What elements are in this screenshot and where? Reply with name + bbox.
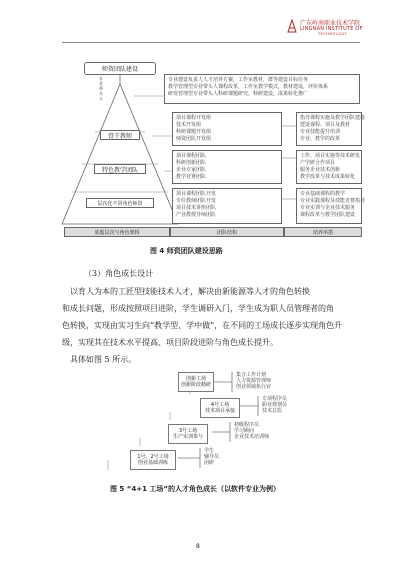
list-item: 学习顾问	[234, 428, 255, 434]
paragraph-line: 以育人为本的工匠型技能技术人才，解决由新能源等人才的角色转换	[70, 287, 310, 296]
fig4-row3-right	[296, 150, 362, 184]
list-item: 专业技能提升培训	[300, 129, 341, 135]
fig5-list-4	[262, 396, 287, 414]
fig4-row2-right	[296, 112, 366, 146]
logo-english-name: LINGNAN INSTITUTE OF	[300, 26, 363, 32]
fig4-row4-left	[172, 188, 282, 224]
list-item: 辅导员	[204, 454, 220, 460]
list-item: 项目课程开发组	[176, 115, 212, 121]
step-subtitle: 创业基础训练	[137, 460, 168, 466]
list-item: 课程改革与教学团队建设	[300, 212, 356, 218]
step-title: 4号工场	[210, 402, 230, 408]
fig4-top-item: 专业建设负责人人才培养方案，工作室教材，群等建设目标任务	[168, 77, 309, 83]
fig4-top-title: 师资团队建设	[84, 62, 156, 75]
list-item: 建设课程、项目及教材	[300, 122, 351, 128]
school-logo	[300, 18, 390, 40]
list-item: 项目课程团队开发	[176, 191, 217, 197]
step-title: 3号工场	[178, 428, 198, 434]
section-heading: （3）角色成长设计	[84, 269, 154, 278]
fig4-level-roles: 层次化不同角色师资	[86, 198, 154, 208]
fig4-top-item: 研发管理型专业带头人科研课题研究，科研建设，成果转化推广	[168, 91, 309, 97]
fig5-list-1-2	[204, 448, 219, 466]
fig4-row2-left	[172, 112, 282, 146]
list-item: 初级程序员	[234, 422, 260, 428]
step-title: 创新工场	[185, 376, 206, 382]
list-item: 项目技术讲座团队	[176, 205, 217, 211]
logo-chinese-name: 广东岭南职业技术学院	[300, 20, 361, 27]
list-item: 产学研合作项目	[300, 160, 336, 166]
list-item: 技术开发组	[176, 122, 202, 128]
list-item: 专任教师团队开发	[176, 198, 217, 204]
list-item: 科研创新团队	[176, 160, 207, 166]
school-emblem-icon	[286, 19, 298, 33]
step-subtitle: 创新阶段精研	[180, 382, 211, 388]
list-item: 企业专家团队	[176, 167, 207, 173]
paragraph-line: 级，实现其在技术水平提高、项目阶段进阶与角色成长提升。	[62, 338, 278, 347]
list-item: 指导课程实施及教学团队建设	[300, 115, 366, 121]
fig4-base-cell-3: 培养举措	[284, 227, 362, 237]
fig4-top-item: 教学管理型专业带头人课程改革，工作室教学模式，教材建设，评价体系	[168, 84, 329, 90]
list-item: 企业技术培训师	[234, 434, 270, 440]
list-item: 创业领域执行官	[236, 384, 272, 390]
paragraph-intro: 具体如图 5 所示。	[70, 355, 137, 364]
list-item: 团研	[204, 460, 215, 466]
list-item: 专业实践课程及技能竞赛指导	[300, 198, 366, 204]
list-item: 服务企业技术创新	[300, 167, 341, 173]
fig4-base-cell-2: 团队结构	[170, 227, 284, 237]
fig5-step-4	[200, 398, 240, 418]
fig4-caption: 图 4 师资团队建设思路	[150, 247, 223, 255]
list-item: 产业教授导师团队	[176, 212, 217, 218]
list-item: 专项程序员	[262, 396, 288, 402]
list-item: 师资团队开发组	[176, 136, 212, 142]
fig4-level-backbone: 骨干教师	[100, 130, 140, 140]
step-subtitle: 技术项目承接	[204, 408, 235, 414]
fig5-step-innovation	[178, 372, 214, 392]
list-item: 专业、教学的改革	[300, 136, 341, 142]
fig4-level-team: 特色教学团队	[94, 164, 146, 174]
header-divider	[62, 42, 360, 43]
list-item: 人力资源管理师	[236, 378, 272, 384]
logo-english-subname: TECHNOLOGY	[318, 32, 348, 36]
list-item: 专业实训与企业技术服务	[300, 205, 356, 211]
list-item: 技术总监	[262, 408, 283, 414]
fig5-caption: 图 5 “4+1 工场”的人才角色成长（以软件专业为例）	[110, 485, 280, 493]
list-item: 教学改革与技术成果转化	[300, 174, 356, 180]
fig5-list-innovation	[236, 372, 271, 390]
paragraph-line: 和成长问题，形成按照项目进阶，学生调研入门，学生成为职人员管理者的角	[62, 304, 334, 313]
list-item: 科研课题开发组	[176, 129, 212, 135]
fig4-base-cell-1: 底蕴层次与角色架构	[64, 227, 170, 237]
list-item: 学生	[204, 448, 215, 454]
fig4-apex-label: 专业带头人	[99, 76, 103, 101]
fig4-top-items	[164, 74, 360, 104]
fig5-list-3	[234, 422, 269, 440]
paragraph-line: 色转换，实现由实习生向“教学型、学中做”，在不同的工场成长逐步实现角色升	[62, 321, 343, 330]
fig4-row4-right	[296, 188, 366, 224]
list-item: 专业基础课程的教学	[300, 191, 346, 197]
fig5-step-3	[168, 424, 208, 444]
list-item: 集合工作计划	[236, 372, 267, 378]
list-item: 项目课程团队	[176, 153, 207, 159]
step-title: 1号、2号工场	[137, 454, 169, 460]
step-subtitle: 生产实训参与	[172, 434, 203, 440]
fig5-step-1-2	[130, 450, 176, 470]
page-number: 8	[196, 543, 200, 550]
list-item: 教学竞赛团队	[176, 174, 207, 180]
fig4-row3-left	[172, 150, 282, 184]
list-item: 职业规划员	[262, 402, 288, 408]
list-item: 工作、项目实施等技术研发	[300, 153, 361, 159]
